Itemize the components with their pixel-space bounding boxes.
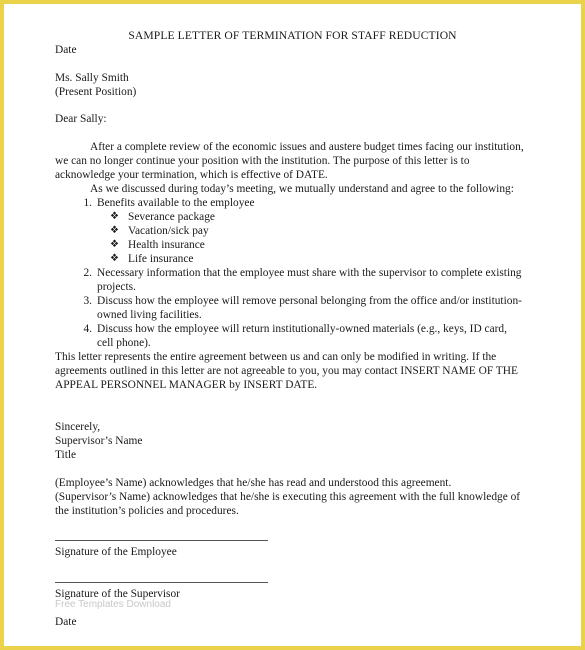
list-text: Discuss how the employee will remove personal belonging from the office and/or institution-owned living facilities. <box>97 295 522 321</box>
final-date-label: Date <box>55 616 77 628</box>
list-text: Benefits available to the employee <box>97 197 255 209</box>
agreement-list <box>55 196 525 350</box>
supervisor-signature-line <box>55 582 268 583</box>
list-number: 3. <box>83 295 92 307</box>
letter-page <box>4 4 581 646</box>
paragraph-appeal: This letter represents the entire agreement between us and can only be modified in writing. If the agreements outlined in this letter are not agreeable to you, you may contact INSERT NAME OF THE APPEAL PERSONNEL MANAGER by INSERT DATE. <box>55 351 518 391</box>
closing-supervisor-name: Supervisor’s Name <box>55 435 143 447</box>
diamond-bullet-icon: ❖ <box>110 211 119 222</box>
list-number: 4. <box>83 323 92 335</box>
acknowledgement-supervisor: (Supervisor’s Name) acknowledges that he/she is executing this agreement with the full knowledge of the institution’s policies and procedures. <box>55 491 521 517</box>
list-text: Discuss how the employee will return institutionally-owned materials (e.g., keys, ID card, cell phone). <box>97 323 507 349</box>
benefit-text: Vacation/sick pay <box>128 225 209 237</box>
diamond-bullet-icon: ❖ <box>110 239 119 250</box>
benefit-text: Health insurance <box>128 239 205 251</box>
date-label: Date <box>55 44 77 56</box>
recipient-name: Ms. Sally Smith <box>55 72 129 84</box>
benefit-item <box>55 238 525 252</box>
employee-signature-line <box>55 540 268 541</box>
letter-body <box>55 140 525 392</box>
watermark: Free Templates Download <box>55 599 171 610</box>
list-item <box>55 266 525 294</box>
closing-title: Title <box>55 449 77 461</box>
list-item <box>55 196 525 210</box>
paragraph-intro: After a complete review of the economic issues and austere budget times facing our institution, we can no longer continue your position with the institution. The purpose of this letter is to acknowledge your termination, which is effective of DATE. <box>55 141 524 181</box>
paragraph-agreement: As we discussed during today’s meeting, we mutually understand and agree to the following: <box>90 183 514 195</box>
recipient-position: (Present Position) <box>55 86 137 98</box>
benefit-item <box>55 252 525 266</box>
diamond-bullet-icon: ❖ <box>110 225 119 236</box>
benefit-item <box>55 210 525 224</box>
salutation: Dear Sally: <box>55 113 107 125</box>
employee-signature-label: Signature of the Employee <box>55 546 177 558</box>
list-item <box>55 294 525 322</box>
benefit-text: Severance package <box>128 211 215 223</box>
list-item <box>55 322 525 350</box>
acknowledgement-employee: (Employee’s Name) acknowledges that he/she has read and understood this agreement. <box>55 477 452 489</box>
supervisor-signature-label: Signature of the Supervisor <box>55 588 180 600</box>
benefit-text: Life insurance <box>128 253 194 265</box>
benefit-item <box>55 224 525 238</box>
diamond-bullet-icon: ❖ <box>110 253 119 264</box>
letter-title: SAMPLE LETTER OF TERMINATION FOR STAFF REDUCTION <box>128 29 457 42</box>
closing-sincerely: Sincerely, <box>55 421 101 433</box>
list-number: 2. <box>83 267 92 279</box>
list-number: 1. <box>83 197 92 209</box>
list-text: Necessary information that the employee must share with the supervisor to complete existing projects. <box>97 267 522 293</box>
